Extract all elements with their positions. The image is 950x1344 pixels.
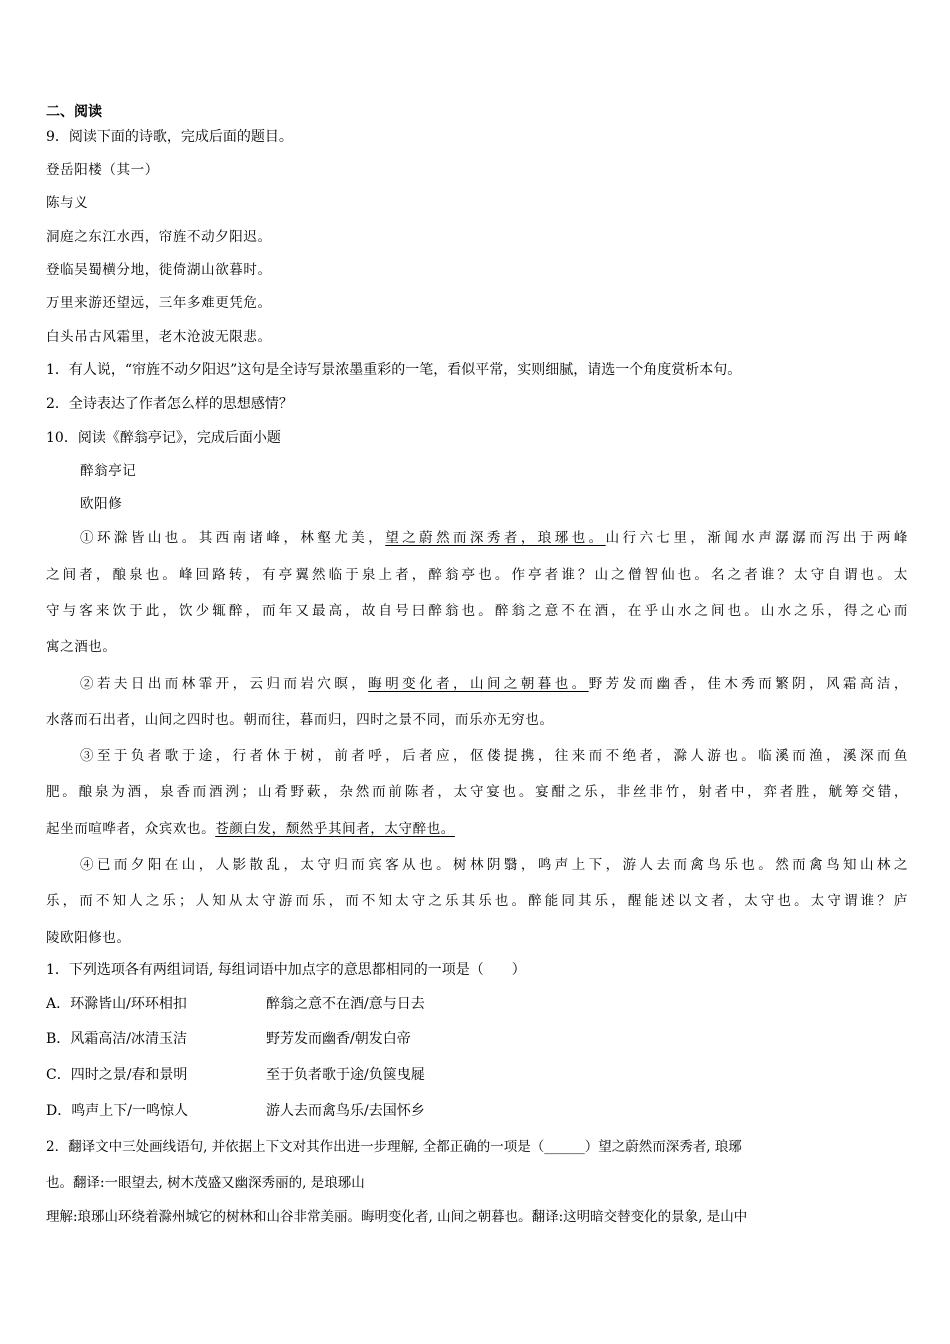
text-segment: ②若夫日出而林霏开，云归而岩穴暝， bbox=[80, 676, 369, 692]
essay-paragraph-4: ④已而夕阳在山，人影散乱，太守归而宾客从也。树林阴翳，鸣声上下，游人去而禽鸟乐也。然而禽鸟知山林之 bbox=[80, 857, 908, 873]
option-d bbox=[46, 1101, 908, 1121]
text-segment: 野芳发而幽香，佳木秀而繁阴，风霜高洁， bbox=[588, 676, 908, 692]
essay-line bbox=[46, 819, 908, 839]
essay-line: 守与客来饮于此，饮少辄醉，而年又最高，故自号曰醉翁也。醉翁之意不在酒，在乎山水之间也。山水之乐，得之心而 bbox=[46, 603, 908, 619]
q10-intro: 10．阅读《醉翁亭记》，完成后面小题 bbox=[46, 430, 281, 446]
underlined-sentence-3: 苍颜白发，颓然乎其间者，太守醉也。 bbox=[215, 821, 455, 837]
essay-line: 寓之酒也。 bbox=[46, 639, 117, 655]
option-d-right: 游人去而禽鸟乐/去国怀乡 bbox=[266, 1103, 425, 1119]
q10-sub2-line: 理解:琅琊山环绕着滁州城它的树林和山谷非常美丽。晦明变化者, 山间之朝暮也。翻译:这明暗交替变化的景象, 是山中 bbox=[46, 1209, 748, 1225]
option-a-right: 醉翁之意不在酒/意与日去 bbox=[266, 996, 425, 1012]
essay-line: 陵欧阳修也。 bbox=[46, 930, 131, 946]
poem-line: 白头吊古风霜里，老木沧波无限悲。 bbox=[46, 329, 272, 345]
essay-paragraph-1 bbox=[80, 528, 908, 548]
q10-sub2-line: 也。翻译:一眼望去, 树木茂盛又幽深秀丽的, 是琅琊山 bbox=[46, 1175, 365, 1191]
essay-line: 水落而石出者，山间之四时也。朝而往，暮而归，四时之景不同，而乐亦无穷也。 bbox=[46, 712, 554, 728]
essay-line: 肥。酿泉为酒，泉香而酒洌；山肴野蔌，杂然而前陈者，太守宴也。宴酣之乐，非丝非竹，射者中，弈者胜，觥筹交错， bbox=[46, 784, 908, 800]
q10-sub2-stem: 2．翻译文中三处画线语句, 并依据上下文对其作出进一步理解, 全都正确的一项是（______）望之蔚然而深秀者, 琅琊 bbox=[46, 1139, 742, 1155]
option-b-right: 野芳发而幽香/朝发白帝 bbox=[266, 1031, 411, 1047]
poem-author: 陈与义 bbox=[46, 195, 89, 211]
poem-line: 登临吴蜀横分地，徙倚湖山欲暮时。 bbox=[46, 262, 272, 278]
option-c-left: C．四时之景/春和景明 bbox=[46, 1067, 188, 1083]
option-a bbox=[46, 994, 908, 1014]
poem-title: 登岳阳楼（其一） bbox=[46, 162, 159, 178]
text-segment: 山行六七里，渐闻水声潺潺而泻出于两峰 bbox=[605, 530, 908, 546]
underlined-sentence-2: 晦明变化者，山间之朝暮也。 bbox=[368, 676, 589, 692]
option-c-right: 至于负者歌于途/负箧曳屣 bbox=[266, 1067, 425, 1083]
essay-title: 醉翁亭记 bbox=[80, 463, 137, 479]
q9-sub1: 1．有人说，“帘旌不动夕阳迟”这句是全诗写景浓墨重彩的一笔，看似平常，实则细腻，请选一个角度赏析本句。 bbox=[46, 362, 742, 378]
text-segment: ①环滁皆山也。其西南诸峰，林壑尤美， bbox=[80, 530, 386, 546]
q10-sub1-stem: 1．下列选项各有两组词语, 每组词语中加点字的意思都相同的一项是（ ） bbox=[46, 962, 526, 978]
section-title: 二、阅读 bbox=[46, 104, 102, 120]
essay-author: 欧阳修 bbox=[80, 496, 123, 512]
option-d-left: D．鸣声上下/一鸣惊人 bbox=[46, 1103, 188, 1119]
option-c bbox=[46, 1065, 908, 1085]
option-b-left: B．风霜高洁/冰清玉洁 bbox=[46, 1031, 188, 1047]
essay-paragraph-3: ③至于负者歌于途，行者休于树，前者呼，后者应，伛偻提携，往来而不绝者，滁人游也。临溪而渔，溪深而鱼 bbox=[80, 748, 908, 764]
text-segment: 起坐而喧哗者，众宾欢也。 bbox=[46, 821, 216, 837]
option-a-left: A．环滁皆山/环环相扣 bbox=[46, 996, 187, 1012]
essay-line: 乐，而不知人之乐；人知从太守游而乐，而不知太守之乐其乐也。醉能同其乐，醒能述以文者，太守也。太守谓谁？庐 bbox=[46, 893, 908, 909]
q9-sub2: 2．全诗表达了作者怎么样的思想感情？ bbox=[46, 396, 293, 412]
essay-paragraph-2 bbox=[80, 674, 908, 694]
underlined-sentence-1: 望之蔚然而深秀者，琅琊也。 bbox=[385, 530, 606, 546]
poem-line: 万里来游还望远，三年多难更凭危。 bbox=[46, 295, 272, 311]
poem-line: 洞庭之东江水西，帘旌不动夕阳迟。 bbox=[46, 229, 272, 245]
essay-line: 之间者，酿泉也。峰回路转，有亭翼然临于泉上者，醉翁亭也。作亭者谁？山之僧智仙也。名之者谁？太守自谓也。太 bbox=[46, 567, 908, 583]
q9-intro: 9．阅读下面的诗歌，完成后面的题目。 bbox=[46, 129, 293, 145]
option-b bbox=[46, 1029, 908, 1049]
